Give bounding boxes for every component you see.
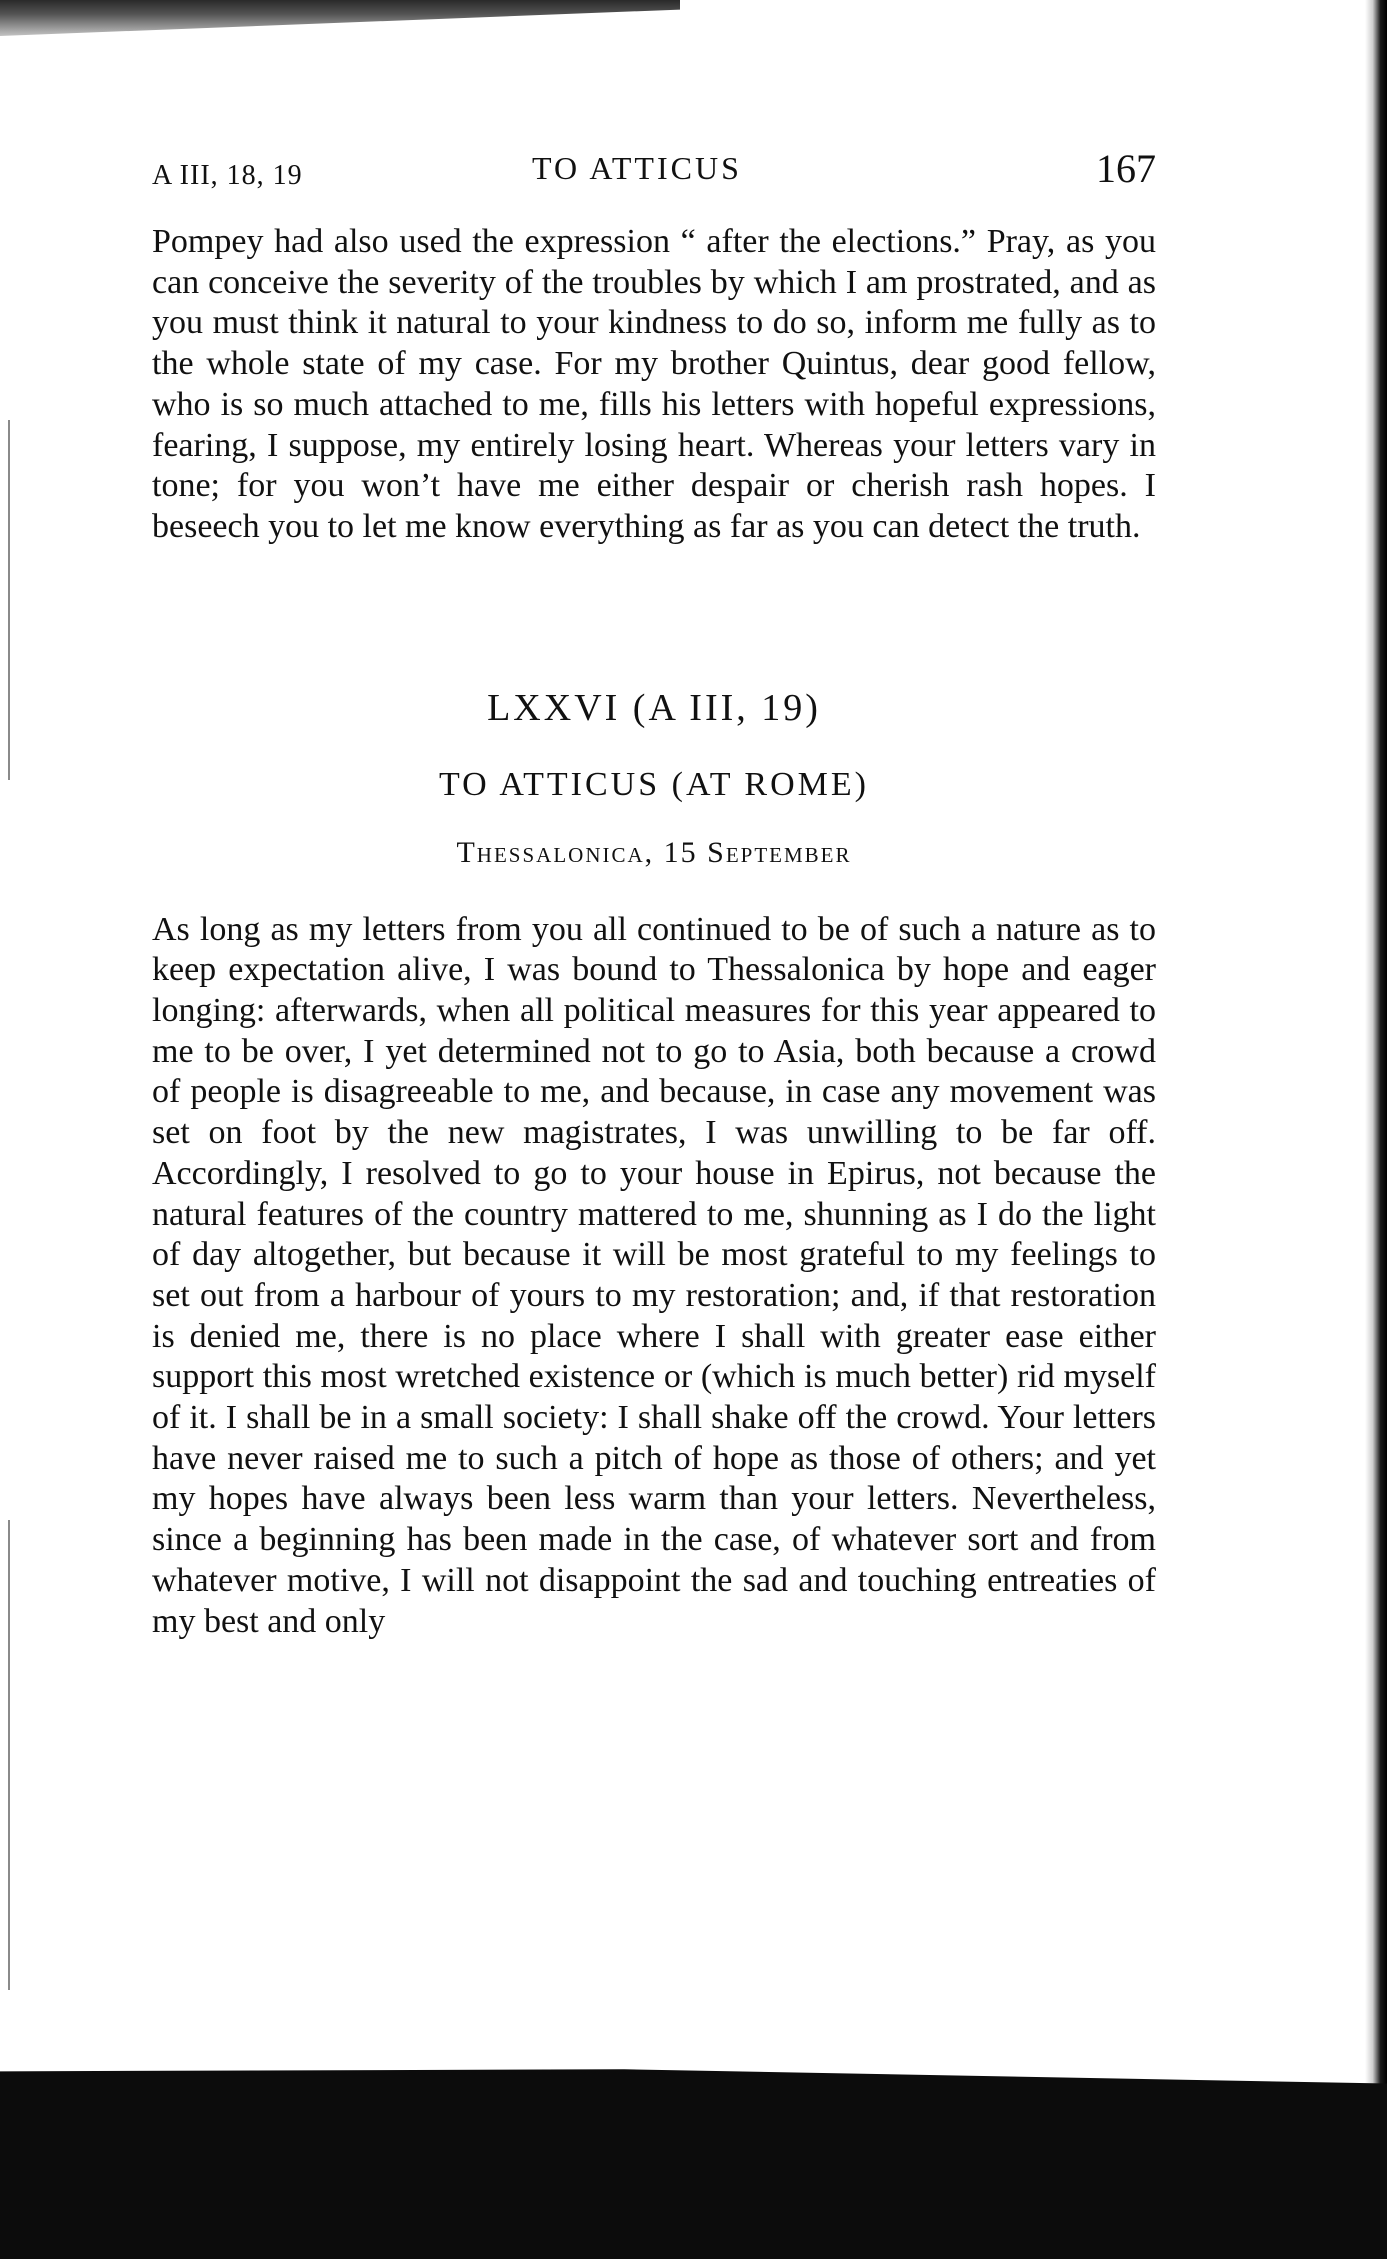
scan-margin-mark <box>8 1520 10 1990</box>
scan-shadow-bottom <box>0 2055 1387 2259</box>
page-number: 167 <box>1096 146 1156 191</box>
letter-place-date: Thessalonica, 15 September <box>456 835 852 869</box>
book-page <box>152 130 1156 1642</box>
running-head-title: TO ATTICUS <box>532 150 742 186</box>
running-head-reference: A III, 18, 19 <box>152 160 303 191</box>
letter-title: TO ATTICUS (AT ROME) <box>439 765 869 803</box>
scan-margin-mark <box>8 420 10 780</box>
scan-shadow-top <box>0 0 680 48</box>
scan-shadow-right <box>1365 0 1387 2259</box>
running-head <box>152 130 1156 200</box>
paragraph-continued: Pompey had also used the expression “ after the elections.” Pray, as you can conceive the severity of the troubles by which I am prostrated, and as you must think it natural to your kindness to do so, inform me fully as to the whole state of my case. For my brother Quintus, dear good fellow, who is so much attached to me, fills his letters with hopeful expressions, fearing, I suppose, my entirely losing heart. Whereas your letters vary in tone; for you won’t have me either despair or cherish rash hopes. I beseech you to let me know everything as far as you can detect the truth. <box>152 223 1156 545</box>
letter-body-paragraph: As long as my letters from you all continued to be of such a nature as to keep expectation alive, I was bound to Thessalonica by hope and eager longing: afterwards, when all political measures for this year appeared to me to be over, I yet determined not to go to Asia, both because a crowd of people is disagreeable to me, and because, in case any movement was set on foot by the new magistrates, I was unwilling to be far off. Accordingly, I resolved to go to your house in Epirus, not because the natural features of the country mattered to me, shunning as I do the light of day altogether, but because it will be most grateful to my feelings to set out from a harbour of yours to my restoration; and, if that restoration is denied me, there is no place where I shall with greater ease either support this most wretched existence or (which is much better) rid myself of it. I shall be in a small society: I shall shake off the crowd. Your letters have never raised me to such a pitch of hope as those of others; and yet my hopes have always been less warm than your letters. Nevertheless, since a beginning has been made in the case, of whatever sort and from whatever motive, I will not disappoint the sad and touching entreaties of my best and only <box>152 910 1156 1640</box>
letter-number: LXXVI (A III, 19) <box>487 686 821 729</box>
